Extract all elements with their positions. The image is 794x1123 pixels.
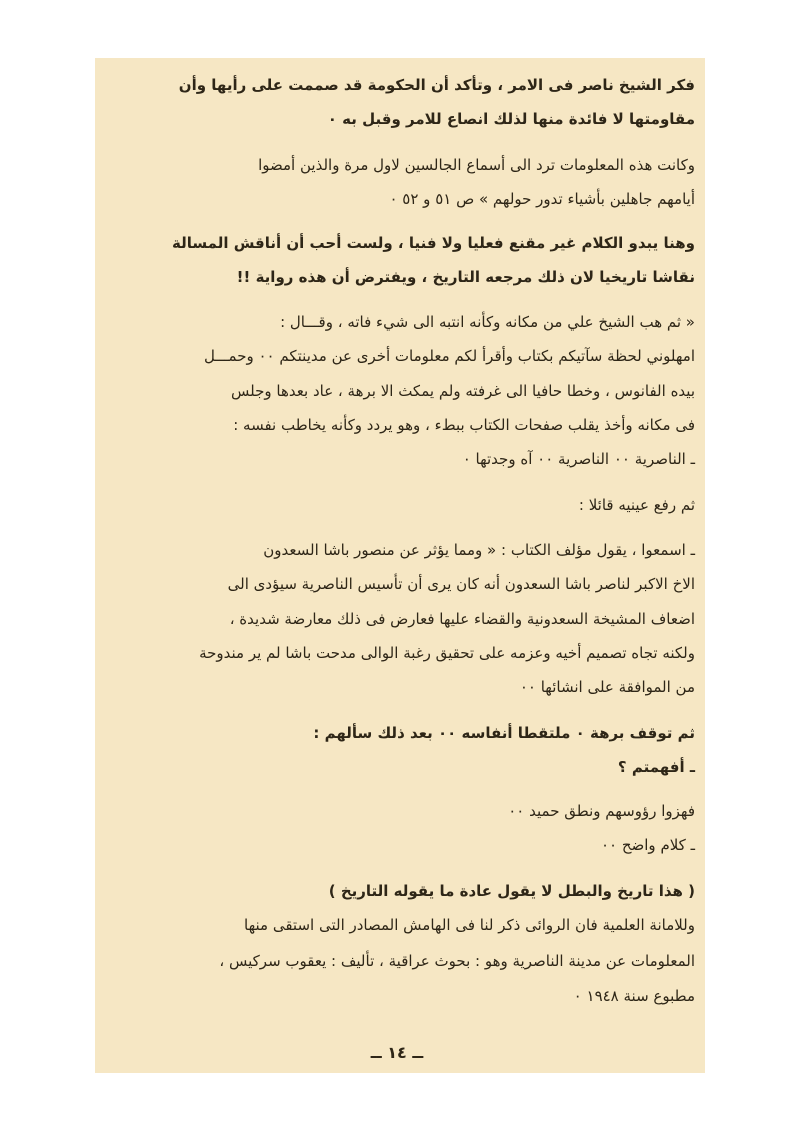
text-line: فهزوا رؤوسهم ونطق حميد ٠٠ [508,802,695,820]
text-line: نقاشا تاريخيا لان ذلك مرجعه التاريخ ، ويفترض أن هذه رواية !! [236,268,695,286]
text-line: الاخ الاكبر لناصر باشا السعدون أنه كان يرى أن تأسيس الناصرية سيؤدى الى [227,575,695,593]
text-line: وللامانة العلمية فان الروائى ذكر لنا فى الهامش المصادر التى استقى منها [244,916,695,934]
text-line: اضعاف المشيخة السعدونية والقضاء عليها فعارض فى ذلك معارضة شديدة ، [229,610,695,628]
text-line: مقاومتها لا فائدة منها لذلك انصاع للامر وقبل به ٠ [327,110,695,128]
text-line: ـ اسمعوا ، يقول مؤلف الكتاب : « ومما يؤثر عن منصور باشا السعدون [263,541,695,559]
text-line: وكانت هذه المعلومات ترد الى أسماع الجالسين لاول مرة والذين أمضوا [258,156,695,174]
text-line: ـ كلام واضح ٠٠ [600,836,695,854]
text-line: من الموافقة على انشائها ٠٠ [519,678,695,696]
text-line: بيده الفانوس ، وخطا حافيا الى غرفته ولم يمكث الا برهة ، عاد بعدها وجلس [231,382,695,400]
text-line: أيامهم جاهلين بأشياء تدور حولهم » ص ٥١ و ٥٢ ٠ [389,190,695,208]
text-line: ثم رفع عينيه قائلا : [578,496,695,514]
text-line: « ثم هب الشيخ علي من مكانه وكأنه انتبه الى شيء فاته ، وقـــال : [280,313,695,331]
text-line: امهلوني لحظة سآتيكم بكتاب وأقرأ لكم معلومات أخرى عن مدينتكم ٠٠ وحمـــل [204,347,695,365]
text-line: فى مكانه وأخذ يقلب صفحات الكتاب ببطء ، وهو يردد وكأنه يخاطب نفسه : [233,416,695,434]
text-line: مطبوع سنة ١٩٤٨ ٠ [573,987,695,1005]
page-number: ــ ١٤ ــ [370,1043,424,1062]
text-line: ولكنه تجاه تصميم أخيه وعزمه على تحقيق رغبة الوالى مدحت باشا لم ير مندوحة [199,644,695,662]
text-line: وهنا يبدو الكلام غير مقنع فعليا ولا فنيا ، ولست أحب أن أناقش المسالة [172,234,695,252]
text-line: فكر الشيخ ناصر فى الامر ، وتأكد أن الحكومة قد صممت على رأيها وأن [178,76,695,94]
text-line: المعلومات عن مدينة الناصرية وهو : بحوث عراقية ، تأليف : يعقوب سركيس ، [219,952,695,970]
text-line: ـ أفهمتم ؟ [617,758,695,776]
text-line: ( هذا تاريخ والبطل لا يقول عادة ما يقوله التاريخ ) [328,882,695,900]
text-line: ـ الناصرية ٠٠ الناصرية ٠٠ آه وجدتها ٠ [462,450,695,468]
text-line: ثم توقف برهة ٠ ملتقطا أنفاسه ٠٠ بعد ذلك سألهم : [313,724,695,742]
